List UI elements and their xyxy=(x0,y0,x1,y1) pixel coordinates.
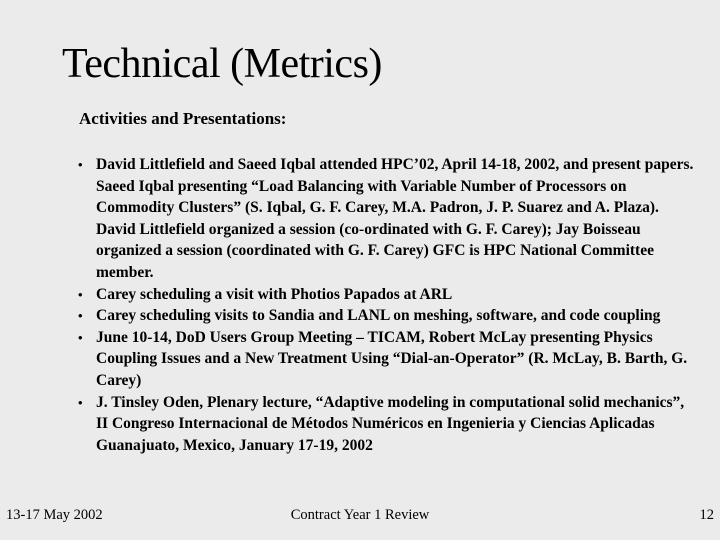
bullet-item xyxy=(76,305,700,327)
footer-date: 13-17 May 2002 xyxy=(6,507,103,523)
bullet-text: David Littlefield and Saeed Iqbal attended HPC’02, April 14-18, 2002, and present papers. Saeed Iqbal presenting “Load Balancing with Variable Number of Processors on Commodity Clusters” (S. Iqbal, G. F. Carey, M.A. Padron, J. P. Suarez and A. Plaza). David Littlefield organized a session (co-ordinated with G. F. Carey); Jay Boisseau organized a session (coordinated with G. F. Carey) GFC is HPC National Committee member. xyxy=(96,156,694,281)
bullet-icon: • xyxy=(78,157,83,172)
bullet-text: Carey scheduling visits to Sandia and LANL on meshing, software, and code coupling xyxy=(96,307,661,325)
bullet-item xyxy=(76,392,700,457)
page-number: 12 xyxy=(699,507,714,523)
bullet-item xyxy=(76,327,700,392)
bullet-icon: • xyxy=(78,308,83,324)
bullet-text: Carey scheduling a visit with Photios Papados at ARL xyxy=(96,285,453,303)
bullet-icon: • xyxy=(78,329,83,345)
slide-title: Technical (Metrics) xyxy=(62,41,382,87)
footer-title: Contract Year 1 Review xyxy=(290,507,430,523)
bullet-list xyxy=(76,154,700,456)
bullet-icon: • xyxy=(78,286,83,302)
slide-subtitle: Activities and Presentations: xyxy=(79,109,287,128)
bullet-item xyxy=(76,154,700,284)
bullet-text: J. Tinsley Oden, Plenary lecture, “Adaptive modeling in computational solid mechanics”, II Congreso Internacional de Métodos Numéricos en Ingenieria y Ciencias Aplicadas Guanajuato, Mexico, January 17-19, 2002 xyxy=(96,393,685,454)
bullet-text: June 10-14, DoD Users Group Meeting – TICAM, Robert McLay presenting Physics Coupling Issues and a New Treatment Using “Dial-an-Operator” (R. McLay, B. Barth, G. Carey) xyxy=(96,328,688,389)
bullet-icon: • xyxy=(78,394,83,410)
bullet-item xyxy=(76,284,700,306)
